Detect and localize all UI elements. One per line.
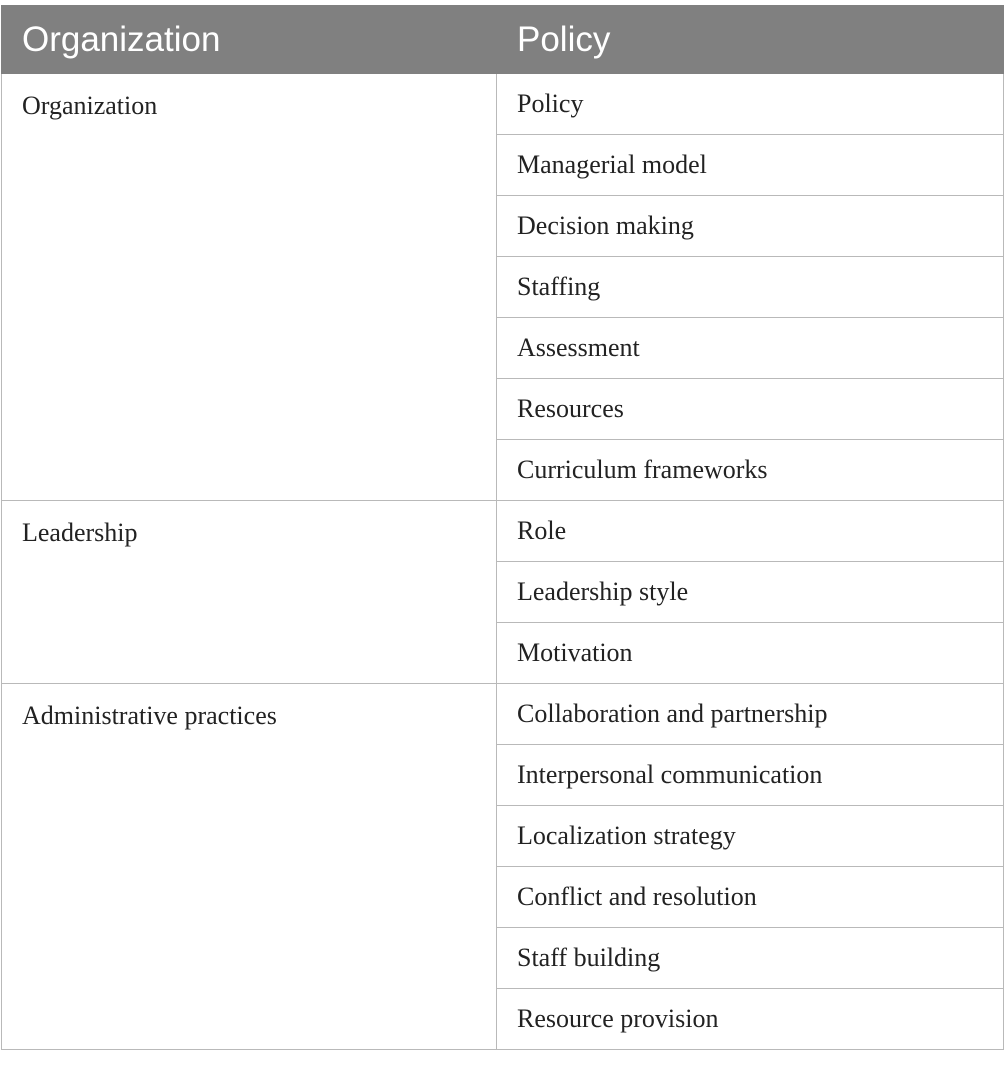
item-cell: Decision making [497,196,1004,257]
item-cell: Assessment [497,318,1004,379]
group-cell: Organization [2,74,497,501]
item-cell: Localization strategy [497,806,1004,867]
item-cell: Interpersonal communication [497,745,1004,806]
group-cell: Leadership [2,501,497,684]
item-cell: Staffing [497,257,1004,318]
header-policy: Policy [497,6,1004,74]
data-table [1,5,1004,1050]
group-cell: Administrative practices [2,684,497,1050]
item-cell: Conflict and resolution [497,867,1004,928]
item-cell: Managerial model [497,135,1004,196]
table-row [2,501,1004,562]
item-cell: Role [497,501,1004,562]
table-row [2,74,1004,135]
table-header [2,6,1004,74]
item-cell: Resources [497,379,1004,440]
table-body [2,74,1004,1050]
header-row [2,6,1004,74]
item-cell: Collaboration and partnership [497,684,1004,745]
item-cell: Resource provision [497,989,1004,1050]
item-cell: Curriculum frameworks [497,440,1004,501]
header-organization: Organization [2,6,497,74]
table-row [2,684,1004,745]
item-cell: Leadership style [497,562,1004,623]
item-cell: Policy [497,74,1004,135]
item-cell: Staff building [497,928,1004,989]
item-cell: Motivation [497,623,1004,684]
